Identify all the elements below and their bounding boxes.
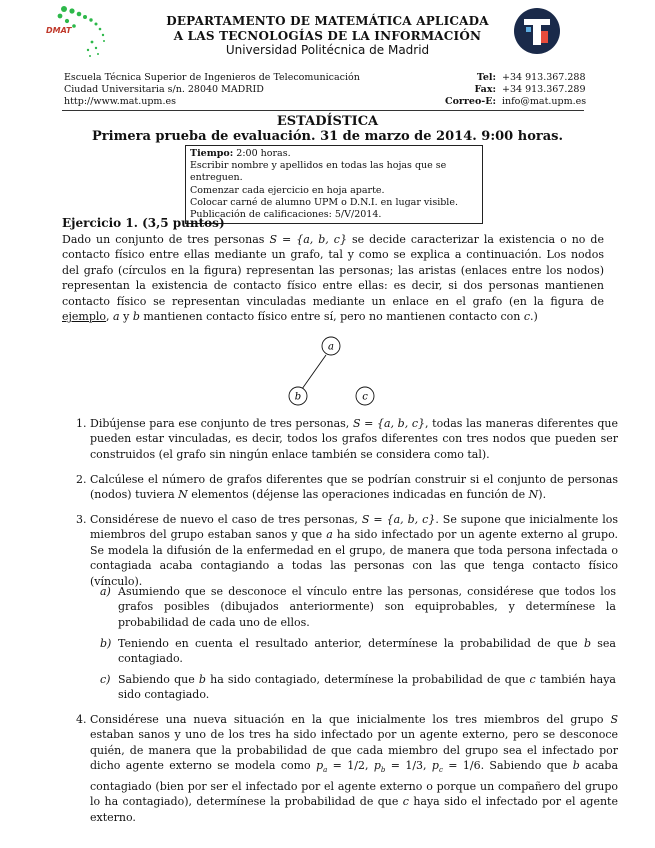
exam-title: Primera prueba de evaluación. 31 de marzo de 2014. 9:00 horas. [92, 129, 563, 144]
header-rule [62, 110, 584, 111]
q1-number: 1. [76, 417, 87, 430]
q3b-text: Teniendo en cuenta el resultado anterior, determínese la probabilidad de que b sea contagiado. [118, 637, 616, 666]
dept-line2: A LAS TECNOLOGÍAS DE LA INFORMACIÓN [173, 29, 482, 43]
exercise-heading: Ejercicio 1. (3,5 puntos) [62, 216, 225, 230]
university-name: Universidad Politécnica de Madrid [225, 43, 430, 57]
tel-label: Tel: [476, 72, 496, 83]
example-graph [280, 332, 380, 407]
email-label: Correo-E: [445, 96, 496, 107]
instruction-1: Escribir nombre y apellidos en todas las hojas que se entreguen. [190, 160, 447, 184]
q3c-text: Sabiendo que b ha sido contagiado, determínese la probabilidad de que c también haya sido contagiado. [118, 673, 616, 702]
instruction-4: Publicación de calificaciones: 5/V/2014. [190, 209, 382, 221]
subject-title: ESTADÍSTICA [276, 114, 379, 129]
time-label: Tiempo: [190, 148, 234, 159]
instructions-box [185, 145, 483, 224]
node-b-label: b [294, 391, 302, 403]
exercise-intro: Dado un conjunto de tres personas S = {a, b, c} se decide caracterizar la existencia o no de contacto físico entre ellas mediante un grafo, tal y como se explica a continuación. Los nodos del grafo (círculos en la figura) representan las personas; las aristas (enlaces entre los nodos) representan la existencia de contacto físico entre ellas: es decir, si dos personas mantienen contacto físico se representan vinculadas mediante un enlace en el grafo (en la figura de ejemplo, a y b mantienen contacto físico entre sí, pero no mantienen contacto con c.) [62, 233, 604, 324]
school-name: Escuela Técnica Superior de Ingenieros de Telecomunicación [64, 72, 360, 83]
q3-text: Considérese de nuevo el caso de tres personas, S = {a, b, c}. Se supone que inicialmente los miembros del grupo estaban sanos y que a ha sido infectado por un agente externo al grupo. Se modela la difusión de la enfermedad en el grupo, de manera que toda persona infectada o contagiada acaba contagiando a todas las personas con las que tenga contacto físico (vínculo). [90, 513, 618, 588]
q3-number: 3. [76, 513, 87, 526]
fax-value: +34 913.367.289 [502, 84, 586, 95]
edge-a-b [302, 355, 326, 389]
node-a-label: a [328, 341, 334, 353]
q4-text: Considérese una nueva situación en la que inicialmente los tres miembros del grupo S estaban sanos y uno de los tres ha sido infectado por un agente externo, pero se desconoce quién, de manera que la probabilidad de que cada miembro del grupo sea el infectado por dicho agente externo se modela como $p_a = 1/2$, $p_b = 1/3$, $p_c = 1/6$. Sabiendo que b acaba contagiado (bien por ser el infectado por el agente externo o porque un compañero del grupo lo ha contagiado), determínese la probabilidad de que c haya sido el infectado por el agente externo. [90, 713, 619, 824]
node-c-label: c [362, 391, 368, 403]
website: http://www.mat.upm.es [64, 96, 176, 107]
q3a-text: Asumiendo que se desconoce el vínculo entre las personas, considérese que todos los grafos posibles (dibujados anteriormente) son equiprobables, y determínese la probabilidad de cada uno de ellos. [118, 585, 616, 629]
address: Ciudad Universitaria s/n. 28040 MADRID [64, 84, 264, 95]
q4-number: 4. [76, 713, 87, 726]
q3b-label: b) [100, 637, 112, 650]
instruction-3: Colocar carné de alumno UPM o D.N.I. en lugar visible. [190, 196, 458, 208]
q2-text: Calcúlese el número de grafos diferentes que se podrían construir si el conjunto de personas (nodos) tuviera N elementos (déjense las operaciones indicadas en función de N). [90, 473, 618, 502]
q2-number: 2. [76, 473, 87, 486]
fax-label: Fax: [474, 84, 496, 95]
email-value: info@mat.upm.es [502, 96, 587, 107]
q3c-label: c) [100, 673, 111, 686]
logo-text: DMAT [46, 26, 72, 35]
q1-text: Dibújense para ese conjunto de tres personas, S = {a, b, c}, todas las maneras diferentes que pueden estar vinculadas, es decir, todos los grafos diferentes con tres nodos que pueden ser construidos (el grafo sin ningún enlace también se considera como tal). [90, 417, 618, 461]
q3a-label: a) [100, 585, 111, 598]
dept-line1: DEPARTAMENTO DE MATEMÁTICA APLICADA [166, 14, 489, 28]
instruction-2: Comenzar cada ejercicio en hoja aparte. [190, 184, 385, 196]
tel-value: +34 913.367.288 [502, 72, 586, 83]
time-value: 2:00 horas. [236, 148, 291, 159]
